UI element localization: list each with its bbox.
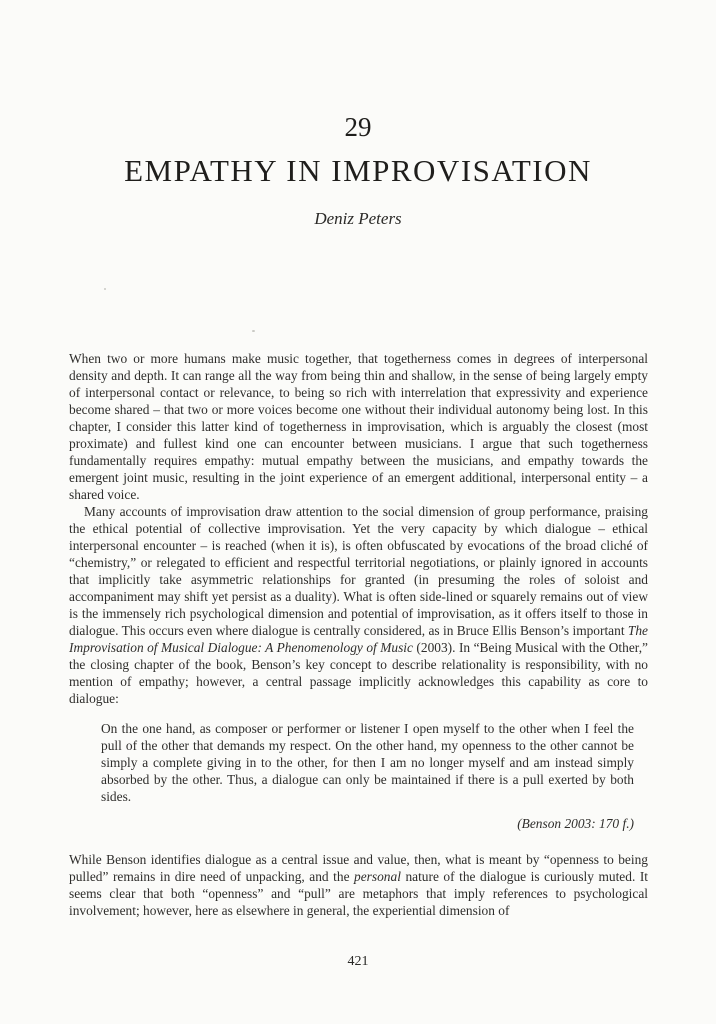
page-number: 421 bbox=[347, 954, 369, 969]
author-name: Deniz Peters bbox=[314, 209, 402, 228]
quote-citation: (Benson 2003: 170 f.) bbox=[517, 816, 634, 831]
block-quote: On the one hand, as composer or performer or listener I open myself to the other when I feel the pull of the other that demands my respect. On the other hand, my openness to the other cannot be simply a complete giving in to the other, for then I am no longer myself and am instead simply absorbed by the other. Thus, a dialogue can only be maintained if there is a pull exerted by both sides. bbox=[101, 721, 634, 804]
paragraph: While Benson identifies dialogue as a central issue and value, then, what is meant by “openness to being pulled” remains in dire need of unpacking, and the personal nature of the dialogue is curiously muted. It seems clear that both “openness” and “pull” are metaphors that imply references to psychological involvement; however, here as elsewhere in general, the experiential dimension of bbox=[69, 852, 648, 918]
chapter-number: 29 bbox=[344, 112, 372, 142]
body-text bbox=[69, 350, 648, 919]
scan-speck bbox=[104, 288, 106, 290]
paragraph: When two or more humans make music together, that togetherness comes in degrees of interpersonal density and depth. It can range all the way from being thin and shallow, in the sense of being largely empty of interpersonal contact or relevance, to being so rich with interrelation that expressivity and experience become shared – that two or more voices become one without their individual autonomy being lost. In this chapter, I consider this latter kind of togetherness in improvisation, which is arguably the closest (most proximate) and fullest kind one can encounter between musicians. I argue that such togetherness fundamentally requires empathy: mutual empathy between the musicians, and empathy towards the emergent joint music, resulting in the joint experience of an emergent additional, interpersonal entity – a shared voice. bbox=[69, 351, 648, 502]
chapter-title: EMPATHY IN IMPROVISATION bbox=[124, 153, 592, 188]
scan-speck bbox=[252, 330, 255, 332]
paragraph: Many accounts of improvisation draw attention to the social dimension of group performance, praising the ethical potential of collective improvisation. Yet the very capacity by which dialogue – ethical interpersonal encounter – is reached (when it is), is often obfuscated by evocations of the broad cliché of “chemistry,” or relegated to efficient and respectful territorial negotiations, or plainly ignored in accounts that implicitly take asymmetric relationships for granted (in presuming the roles of soloist and accompaniment may shift yet persist as a duality). What is often side-lined or squarely remains out of view is the immensely rich psychological dimension and potential of improvisation, as it offers itself to those in dialogue. This occurs even where dialogue is centrally considered, as in Bruce Ellis Benson’s important The Improvisation of Musical Dialogue: A Phenomenology of Music (2003). In “Being Musical with the Other,” the closing chapter of the book, Benson’s key concept to describe relationality is responsibility, with no mention of empathy; however, a central passage implicitly acknowledges this capability as core to dialogue: bbox=[69, 504, 648, 706]
